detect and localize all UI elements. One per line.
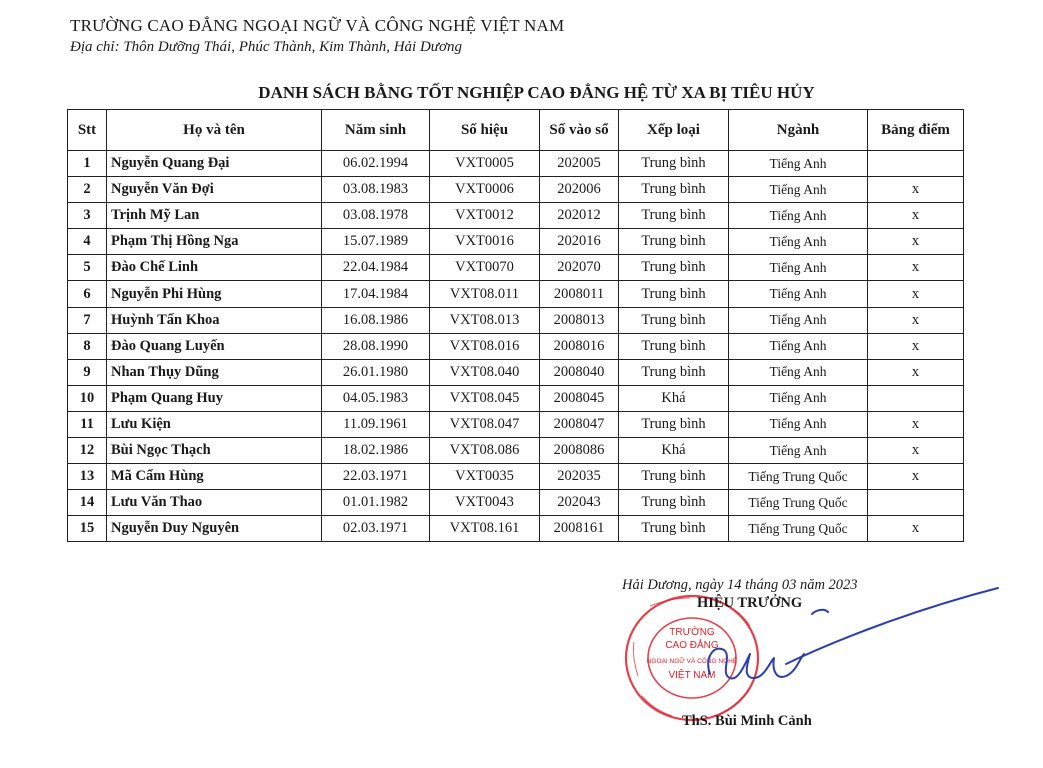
row-grade: Trung bình <box>619 516 729 542</box>
column-header-major: Ngành <box>729 110 868 151</box>
row-serial: VXT0005 <box>430 151 540 177</box>
row-serial: VXT0016 <box>430 229 540 255</box>
row-serial: VXT08.047 <box>430 411 540 437</box>
row-grade: Trung bình <box>619 281 729 307</box>
row-transcript-mark: x <box>868 203 964 229</box>
row-dob: 17.04.1984 <box>322 281 430 307</box>
row-dob: 16.08.1986 <box>322 307 430 333</box>
row-major: Tiếng Anh <box>729 151 868 177</box>
row-stt: 1 <box>68 151 107 177</box>
row-dob: 22.04.1984 <box>322 255 430 281</box>
row-transcript-mark: x <box>868 281 964 307</box>
row-register-number: 2008161 <box>540 516 619 542</box>
row-register-number: 2008040 <box>540 359 619 385</box>
row-serial: VXT08.045 <box>430 385 540 411</box>
row-major: Tiếng Anh <box>729 385 868 411</box>
row-grade: Trung bình <box>619 411 729 437</box>
table-header-row <box>68 110 964 151</box>
row-grade: Trung bình <box>619 151 729 177</box>
row-major: Tiếng Trung Quốc <box>729 516 868 542</box>
row-register-number: 202005 <box>540 151 619 177</box>
row-major: Tiếng Anh <box>729 438 868 464</box>
row-grade: Trung bình <box>619 255 729 281</box>
row-grade: Trung bình <box>619 464 729 490</box>
row-name: Đào Quang Luyến <box>107 333 322 359</box>
table-row <box>68 281 964 307</box>
row-serial: VXT08.086 <box>430 438 540 464</box>
row-name: Bùi Ngọc Thạch <box>107 438 322 464</box>
row-name: Lưu Kiện <box>107 411 322 437</box>
table-row <box>68 359 964 385</box>
row-name: Nguyễn Phi Hùng <box>107 281 322 307</box>
row-transcript-mark: x <box>868 229 964 255</box>
row-grade: Trung bình <box>619 203 729 229</box>
row-transcript-mark: x <box>868 333 964 359</box>
roster-table <box>67 109 964 542</box>
row-serial: VXT08.161 <box>430 516 540 542</box>
row-transcript-mark: x <box>868 411 964 437</box>
row-stt: 13 <box>68 464 107 490</box>
seal-line-3: NGOẠI NGỮ VÀ CÔNG NGHỆ <box>646 658 738 665</box>
row-stt: 12 <box>68 438 107 464</box>
row-transcript-mark: x <box>868 307 964 333</box>
row-register-number: 202043 <box>540 490 619 516</box>
signer-role: HIỆU TRƯỞNG <box>697 595 803 611</box>
row-register-number: 2008011 <box>540 281 619 307</box>
row-major: Tiếng Anh <box>729 177 868 203</box>
row-name: Phạm Quang Huy <box>107 385 322 411</box>
row-name: Nhan Thụy Dũng <box>107 359 322 385</box>
row-major: Tiếng Anh <box>729 359 868 385</box>
row-major: Tiếng Anh <box>729 203 868 229</box>
table-row <box>68 490 964 516</box>
row-dob: 11.09.1961 <box>322 411 430 437</box>
table-row <box>68 516 964 542</box>
row-serial: VXT08.040 <box>430 359 540 385</box>
row-grade: Trung bình <box>619 307 729 333</box>
school-name: TRƯỜNG CAO ĐẲNG NGOẠI NGỮ VÀ CÔNG NGHỆ VIỆT NAM <box>70 16 565 35</box>
row-dob: 02.03.1971 <box>322 516 430 542</box>
row-major: Tiếng Trung Quốc <box>729 464 868 490</box>
table-row <box>68 151 964 177</box>
row-register-number: 202012 <box>540 203 619 229</box>
row-grade: Khá <box>619 438 729 464</box>
row-stt: 5 <box>68 255 107 281</box>
row-serial: VXT0070 <box>430 255 540 281</box>
seal-line-2: CAO ĐẲNG <box>665 640 719 651</box>
row-register-number: 202006 <box>540 177 619 203</box>
row-major: Tiếng Anh <box>729 307 868 333</box>
table-row <box>68 385 964 411</box>
row-register-number: 202016 <box>540 229 619 255</box>
row-stt: 8 <box>68 333 107 359</box>
row-stt: 4 <box>68 229 107 255</box>
column-header-register: Số vào sổ <box>540 110 619 151</box>
row-stt: 15 <box>68 516 107 542</box>
row-major: Tiếng Anh <box>729 281 868 307</box>
row-transcript-mark: x <box>868 177 964 203</box>
row-dob: 15.07.1989 <box>322 229 430 255</box>
column-header-name: Họ và tên <box>107 110 322 151</box>
row-transcript-mark: x <box>868 359 964 385</box>
row-stt: 6 <box>68 281 107 307</box>
column-header-transcript: Bảng điểm <box>868 110 964 151</box>
row-name: Lưu Văn Thao <box>107 490 322 516</box>
row-register-number: 2008047 <box>540 411 619 437</box>
row-grade: Khá <box>619 385 729 411</box>
row-dob: 01.01.1982 <box>322 490 430 516</box>
row-serial: VXT0012 <box>430 203 540 229</box>
row-transcript-mark: x <box>868 255 964 281</box>
row-serial: VXT0043 <box>430 490 540 516</box>
row-grade: Trung bình <box>619 359 729 385</box>
row-name: Phạm Thị Hồng Nga <box>107 229 322 255</box>
row-major: Tiếng Anh <box>729 255 868 281</box>
row-transcript-mark: x <box>868 438 964 464</box>
table-row <box>68 177 964 203</box>
row-serial: VXT0006 <box>430 177 540 203</box>
row-register-number: 2008045 <box>540 385 619 411</box>
document-title: DANH SÁCH BẰNG TỐT NGHIỆP CAO ĐẲNG HỆ TỪ XA BỊ TIÊU HỦY <box>258 83 815 102</box>
row-dob: 26.01.1980 <box>322 359 430 385</box>
row-grade: Trung bình <box>619 229 729 255</box>
table-row <box>68 333 964 359</box>
row-grade: Trung bình <box>619 333 729 359</box>
row-name: Huỳnh Tấn Khoa <box>107 307 322 333</box>
row-serial: VXT08.013 <box>430 307 540 333</box>
row-stt: 9 <box>68 359 107 385</box>
row-transcript-mark <box>868 490 964 516</box>
row-register-number: 2008013 <box>540 307 619 333</box>
column-header-grade: Xếp loại <box>619 110 729 151</box>
seal-line-1: TRƯỜNG <box>669 627 715 638</box>
table-row <box>68 203 964 229</box>
row-stt: 11 <box>68 411 107 437</box>
column-header-dob: Năm sinh <box>322 110 430 151</box>
row-name: Mã Cẩm Hùng <box>107 464 322 490</box>
table-row <box>68 229 964 255</box>
row-register-number: 2008016 <box>540 333 619 359</box>
row-register-number: 2008086 <box>540 438 619 464</box>
school-address: Địa chỉ: Thôn Dưỡng Thái, Phúc Thành, Kim Thành, Hải Dương <box>70 39 462 55</box>
row-major: Tiếng Anh <box>729 411 868 437</box>
seal-line-4: VIỆT NAM <box>668 670 716 681</box>
table-row <box>68 438 964 464</box>
row-transcript-mark: x <box>868 516 964 542</box>
row-major: Tiếng Trung Quốc <box>729 490 868 516</box>
row-dob: 03.08.1978 <box>322 203 430 229</box>
row-dob: 28.08.1990 <box>322 333 430 359</box>
table-row <box>68 411 964 437</box>
row-name: Nguyễn Văn Đợi <box>107 177 322 203</box>
row-stt: 14 <box>68 490 107 516</box>
row-register-number: 202070 <box>540 255 619 281</box>
row-dob: 03.08.1983 <box>322 177 430 203</box>
handwritten-signature <box>700 578 1010 698</box>
row-name: Nguyễn Quang Đại <box>107 151 322 177</box>
row-name: Đào Chế Linh <box>107 255 322 281</box>
table-row <box>68 255 964 281</box>
row-grade: Trung bình <box>619 490 729 516</box>
row-stt: 2 <box>68 177 107 203</box>
row-grade: Trung bình <box>619 177 729 203</box>
row-stt: 3 <box>68 203 107 229</box>
row-major: Tiếng Anh <box>729 333 868 359</box>
table-row <box>68 464 964 490</box>
row-dob: 04.05.1983 <box>322 385 430 411</box>
row-serial: VXT0035 <box>430 464 540 490</box>
row-major: Tiếng Anh <box>729 229 868 255</box>
row-serial: VXT08.016 <box>430 333 540 359</box>
row-dob: 22.03.1971 <box>322 464 430 490</box>
row-dob: 18.02.1986 <box>322 438 430 464</box>
column-header-serial: Số hiệu <box>430 110 540 151</box>
row-transcript-mark <box>868 385 964 411</box>
table-row <box>68 307 964 333</box>
row-stt: 10 <box>68 385 107 411</box>
signing-place-date: Hải Dương, ngày 14 tháng 03 năm 2023 <box>622 577 858 593</box>
row-stt: 7 <box>68 307 107 333</box>
table-body <box>68 151 964 542</box>
row-serial: VXT08.011 <box>430 281 540 307</box>
row-dob: 06.02.1994 <box>322 151 430 177</box>
row-name: Nguyễn Duy Nguyên <box>107 516 322 542</box>
row-register-number: 202035 <box>540 464 619 490</box>
row-name: Trịnh Mỹ Lan <box>107 203 322 229</box>
row-transcript-mark <box>868 151 964 177</box>
column-header-stt: Stt <box>68 110 107 151</box>
row-transcript-mark: x <box>868 464 964 490</box>
signer-name: ThS. Bùi Minh Cảnh <box>682 713 812 729</box>
